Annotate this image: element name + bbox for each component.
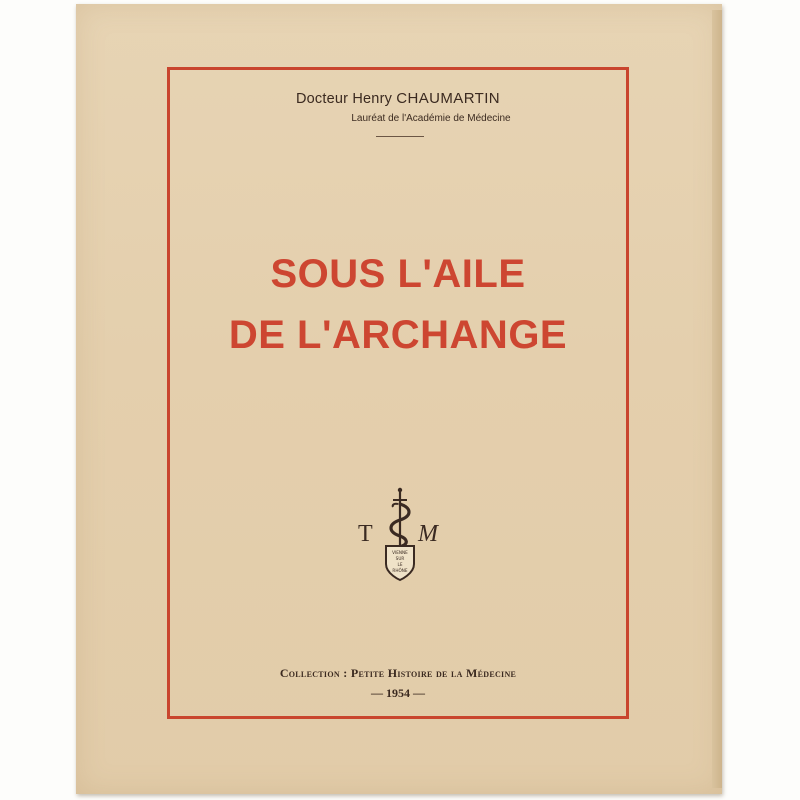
- booklet-page-edge: [712, 10, 722, 788]
- shield-text-3: LE: [397, 562, 403, 567]
- author-name: [167, 90, 629, 107]
- author-surname: CHAUMARTIN: [396, 90, 501, 107]
- shield-text-1: VIENNE: [392, 550, 408, 555]
- monogram-letter-t: T: [358, 521, 373, 547]
- author-distinction: Lauréat de l'Académie de Médecine: [351, 113, 511, 124]
- shield-text-4: RHÔNE: [392, 568, 408, 573]
- red-border-frame: [167, 67, 629, 719]
- title-line-1: SOUS L'AILE: [270, 252, 526, 296]
- collection-text: Collection : Petite Histoire de la Médecine: [279, 666, 517, 680]
- title-line-2: DE L'ARCHANGE: [228, 313, 568, 357]
- monogram-letter-m: M: [418, 521, 438, 547]
- publication-year: — 1954 —: [371, 686, 425, 700]
- divider-rule: [376, 136, 424, 137]
- author-prefix: Docteur Henry: [295, 91, 393, 107]
- collection-name: [167, 666, 629, 681]
- shield-text-2: SUR: [395, 556, 405, 561]
